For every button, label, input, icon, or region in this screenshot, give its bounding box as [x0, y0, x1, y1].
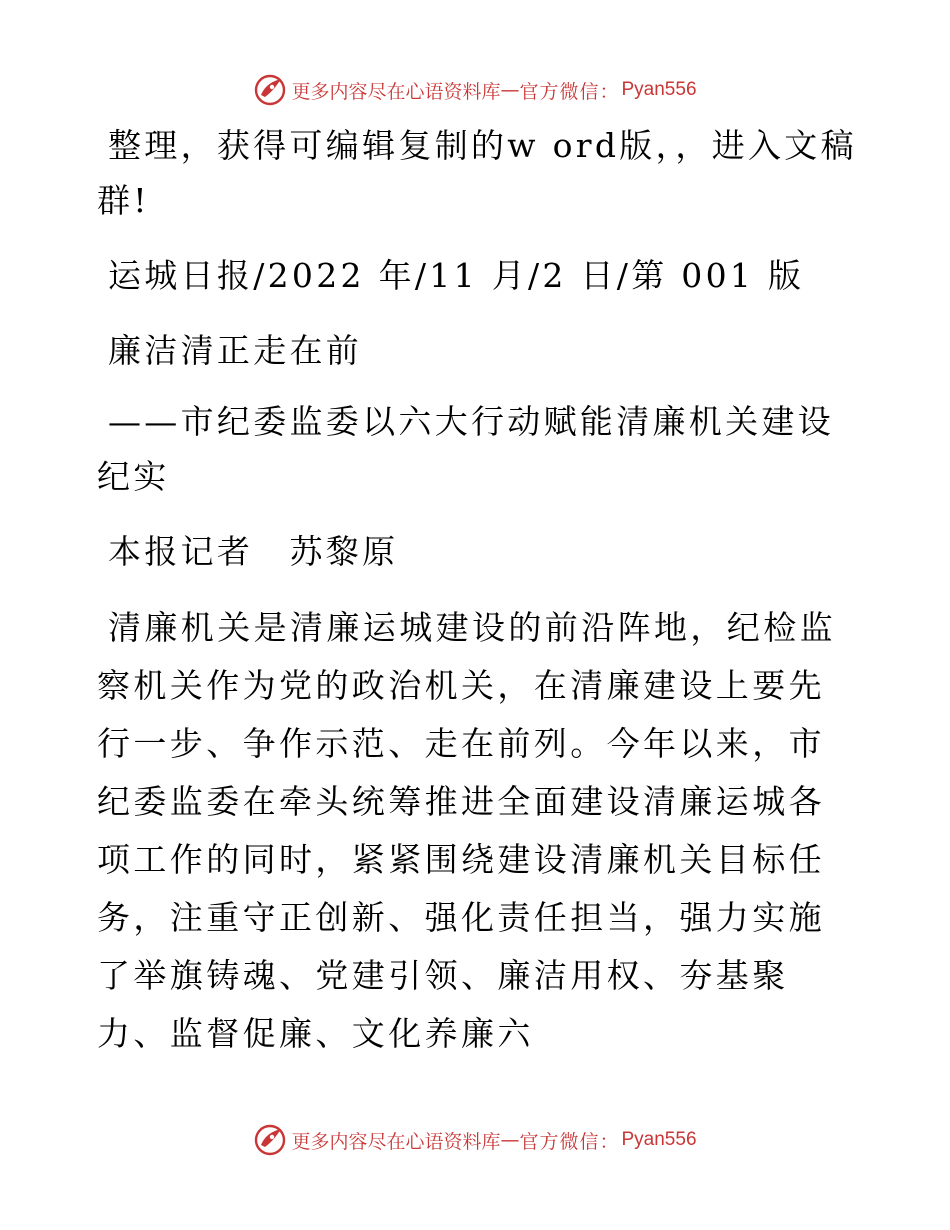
dateline: 运城日报/2022 年/11 月/2 日/第 001 版: [108, 256, 805, 295]
body-paragraph: 清廉机关是清廉运城建设的前沿阵地，纪检监察机关作为党的政治机关，在清廉建设上要先行一步、争作示范、走在前列。今年以来，市纪委监委在牵头统筹推进全面建设清廉运城各项工作的同时，紧紧围绕建设清廉机关目标任务，注重守正创新、强化责任担当，强力实施了举旗铸魂、党建引领、廉洁用权、夯基聚力、监督促廉、文化养廉六: [97, 608, 836, 1053]
byline: 本报记者 苏黎原: [108, 532, 399, 571]
header-watermark: [0, 72, 950, 108]
watermark-dash: —: [500, 1129, 520, 1151]
pen-nib-circle-icon: [253, 73, 287, 107]
watermark-wechat-id: Pyan556: [621, 1129, 697, 1150]
article-subtitle: ——市纪委监委以六大行动赋能清廉机关建设纪实: [97, 402, 834, 496]
watermark-main-text: 更多内容尽在心语资料库: [291, 1130, 501, 1153]
watermark-sub-text: 官方微信：: [519, 80, 620, 103]
document-body: [97, 118, 857, 1083]
footer-watermark: [0, 1122, 950, 1158]
watermark-dash: —: [500, 79, 520, 101]
watermark-main-text: 更多内容尽在心语资料库: [291, 80, 501, 103]
watermark-wechat-id: Pyan556: [621, 79, 697, 100]
intro-paragraph: 整理，获得可编辑复制的w ord版，，进入文稿群!: [97, 126, 857, 220]
pen-nib-circle-icon: [253, 1123, 287, 1157]
watermark-sub-text: 官方微信：: [519, 1130, 620, 1153]
article-title: 廉洁清正走在前: [108, 331, 363, 370]
